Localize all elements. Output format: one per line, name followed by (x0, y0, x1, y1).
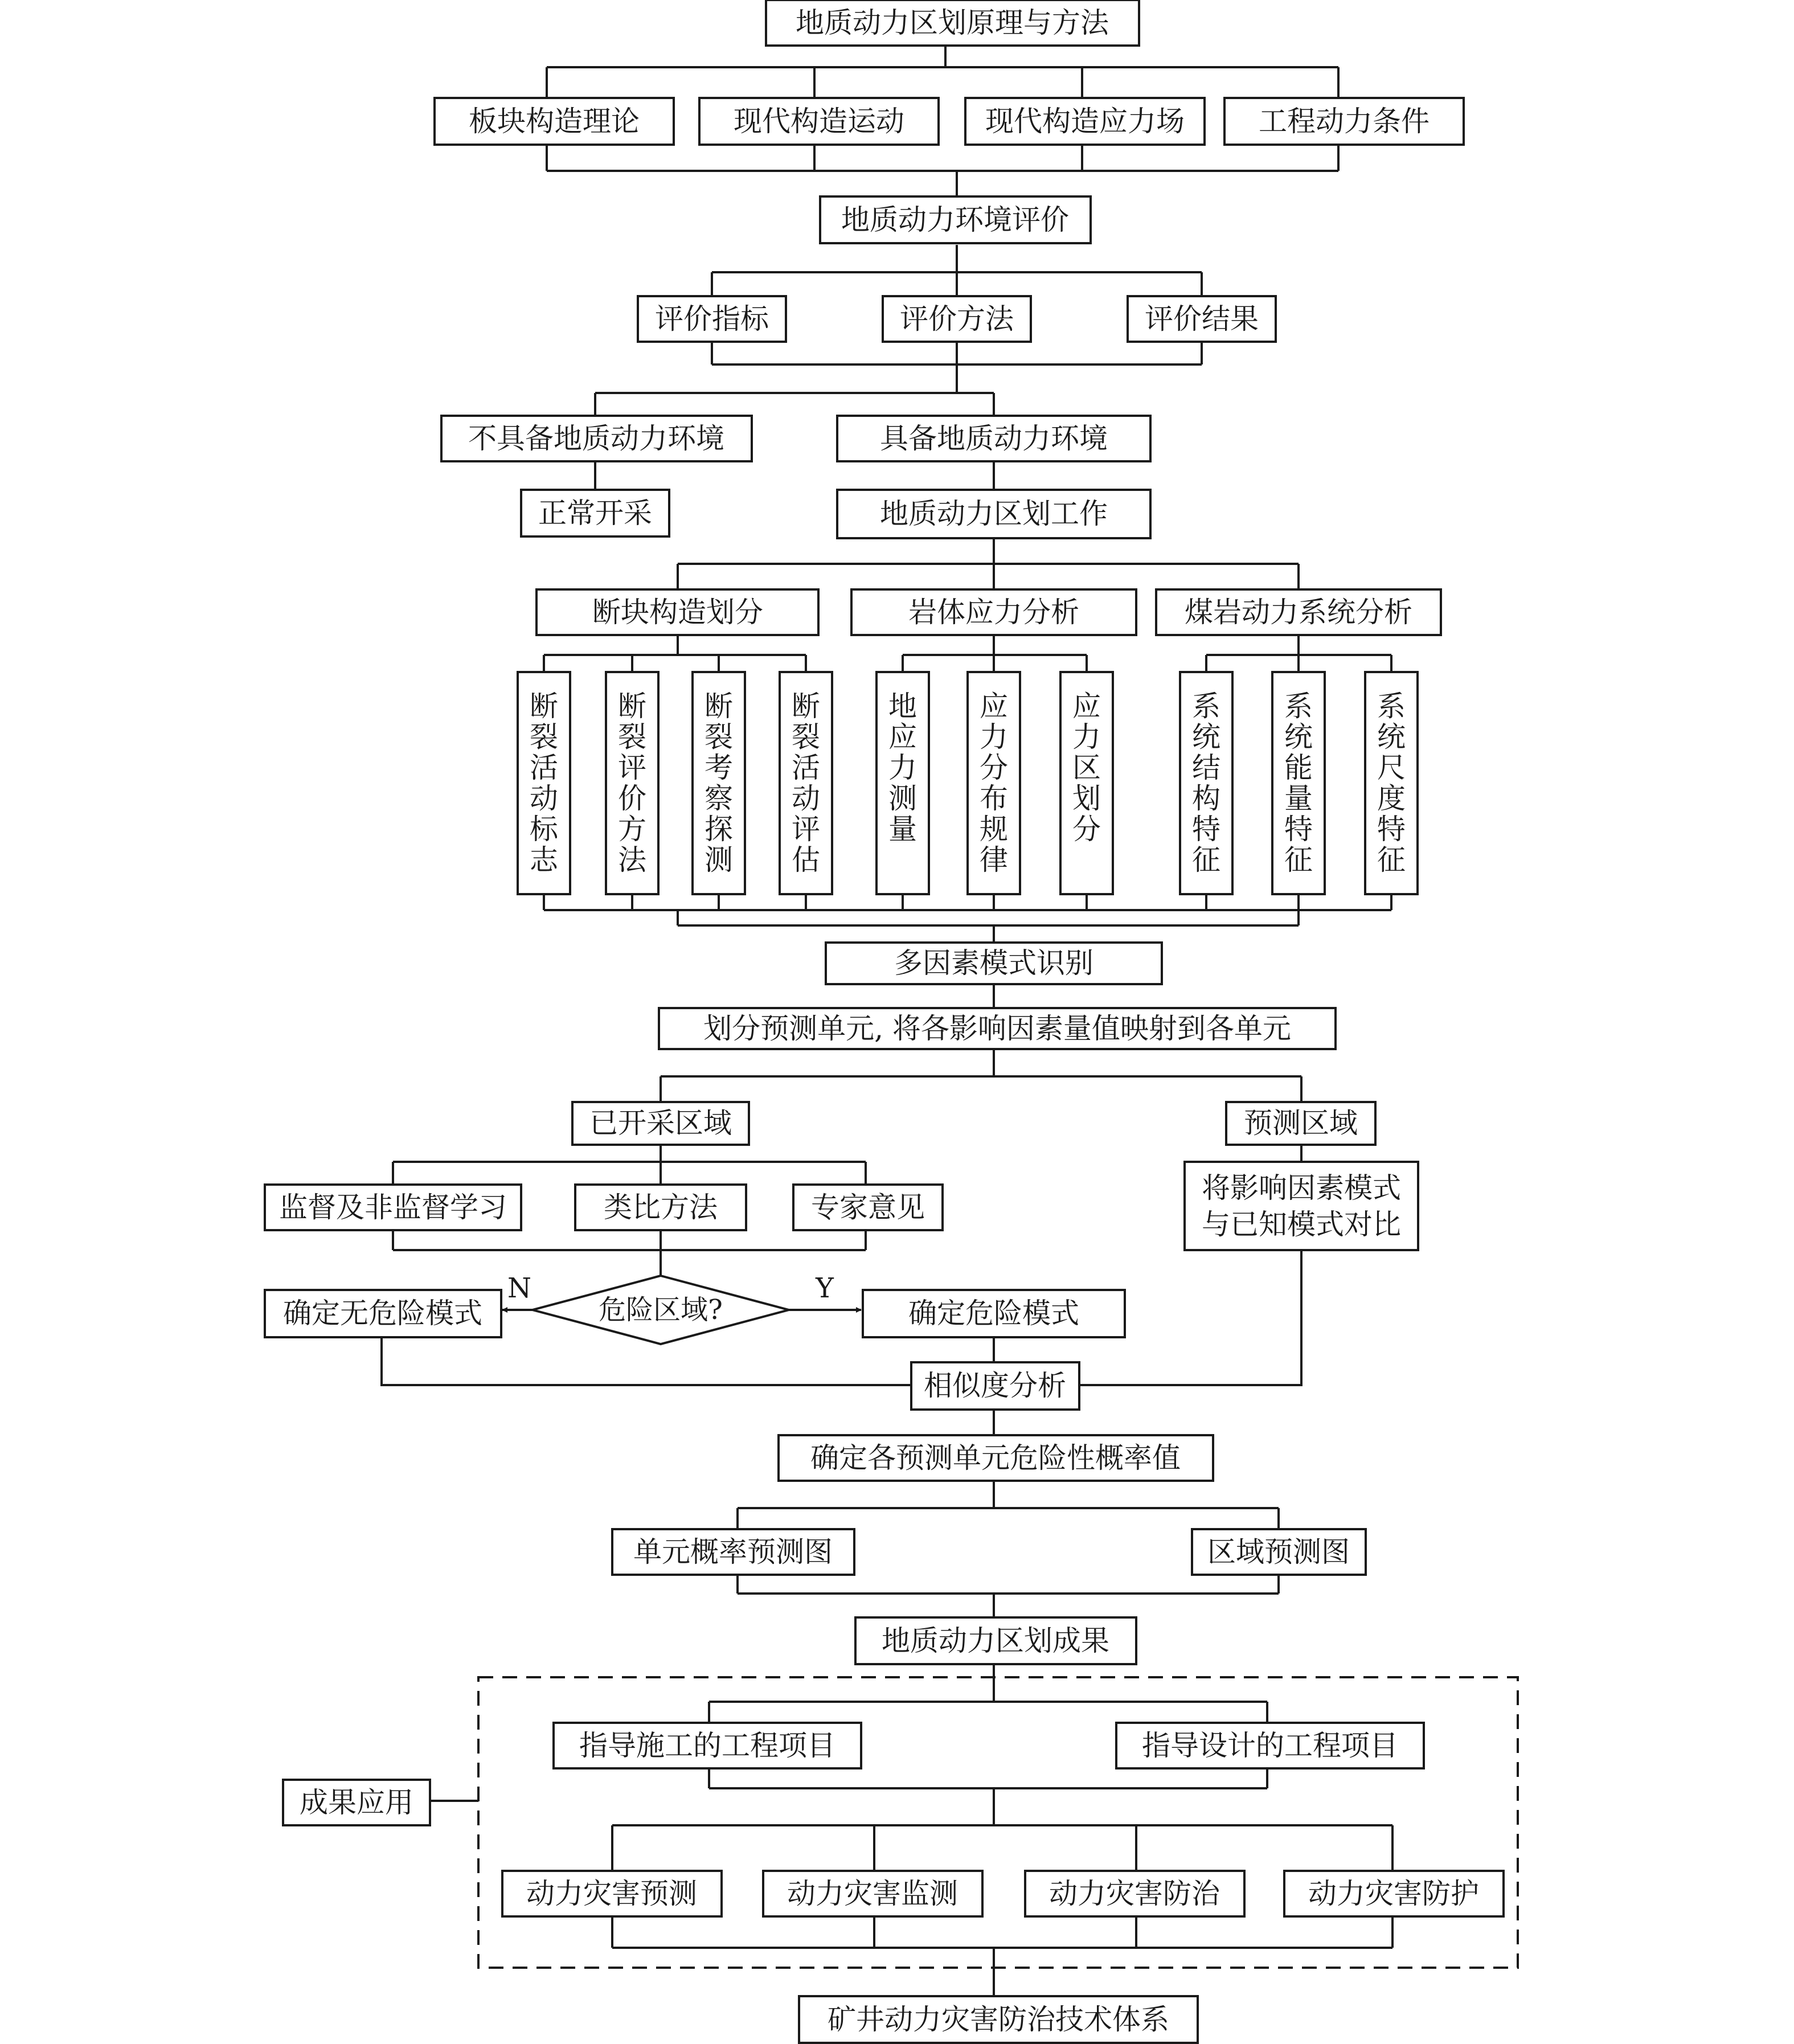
hazard-node (502, 1871, 722, 1916)
group-label: 岩体应力分析 (908, 596, 1079, 629)
sub-item-node (518, 672, 570, 894)
hazard-node (1025, 1871, 1244, 1916)
compare-node (1185, 1162, 1418, 1250)
env-eval-label: 地质动力环境评价 (841, 203, 1069, 236)
env-eval-node (820, 196, 1091, 243)
group-node (1156, 589, 1441, 635)
no-danger-label: 确定无危险模式 (283, 1297, 482, 1330)
has-env-node (837, 416, 1150, 461)
mined-area-node (572, 1102, 749, 1145)
divide-units-node (659, 1008, 1336, 1049)
eval-node (638, 296, 786, 342)
sub-item-node (876, 672, 929, 894)
system-node (799, 1996, 1198, 2043)
eval-label: 评价指标 (655, 302, 769, 335)
group-node (851, 589, 1136, 635)
zoning-work-label: 地质动力区划工作 (880, 497, 1108, 530)
theory-nodes (435, 98, 1464, 145)
decision-label: 危险区域? (599, 1294, 723, 1326)
eval-node (883, 296, 1031, 342)
probability-node (779, 1435, 1213, 1481)
multi-factor-node (826, 943, 1162, 984)
normal-mining-label: 正常开采 (538, 497, 652, 530)
hazard-label: 动力灾害预测 (526, 1877, 697, 1910)
sub-item-label: 断裂考察探测 (705, 690, 733, 876)
hazard-node (1284, 1871, 1504, 1916)
sub-item-node (968, 672, 1020, 894)
divide-units-label: 划分预测单元, 将各影响因素量值映射到各单元 (703, 1012, 1291, 1045)
mined-area-label: 已开采区域 (589, 1107, 732, 1140)
guide-node (554, 1723, 861, 1768)
normal-mining-node (521, 490, 669, 536)
theory-node (699, 98, 939, 145)
result-node (855, 1617, 1136, 1664)
yes-branch-label: Y (816, 1272, 834, 1304)
eval-label: 评价结果 (1145, 302, 1259, 335)
hazard-label: 动力灾害监测 (787, 1877, 958, 1910)
theory-label: 板块构造理论 (469, 105, 640, 138)
method-node (575, 1185, 746, 1230)
method-label: 类比方法 (604, 1191, 718, 1224)
sub-item-node (1272, 672, 1325, 894)
guide-label: 指导施工的工程项目 (579, 1729, 835, 1762)
no-env-node (441, 416, 752, 461)
unit-map-label: 单元概率预测图 (633, 1535, 833, 1568)
no-env-label: 不具备地质动力环境 (468, 422, 724, 455)
sub-item-label: 应力区划分 (1072, 690, 1101, 846)
sub-item-label: 系统能量特征 (1284, 690, 1313, 876)
danger-node (863, 1290, 1125, 1337)
decision-node (533, 1276, 789, 1344)
guide-nodes (554, 1723, 1424, 1768)
group-nodes (536, 589, 1441, 635)
sub-item-label: 断裂活动标志 (530, 690, 558, 876)
hazard-label: 动力灾害防护 (1308, 1877, 1479, 1910)
title-node (766, 0, 1139, 46)
danger-label: 确定危险模式 (908, 1297, 1079, 1330)
method-nodes (265, 1185, 943, 1230)
hazard-label: 动力灾害防治 (1049, 1877, 1220, 1910)
group-label: 煤岩动力系统分析 (1185, 596, 1412, 629)
zoning-work-node (837, 490, 1150, 538)
group-label: 断块构造划分 (592, 596, 763, 629)
no-branch-label: N (507, 1272, 531, 1304)
theory-node (1224, 98, 1464, 145)
probability-label: 确定各预测单元危险性概率值 (810, 1441, 1181, 1474)
unit-map-node (612, 1529, 854, 1575)
sub-item-label: 地应力测量 (888, 690, 917, 846)
sub-item-label: 断裂活动评估 (792, 690, 820, 876)
region-map-node (1192, 1529, 1366, 1575)
guide-label: 指导设计的工程项目 (1142, 1729, 1398, 1762)
sub-item-node (1180, 672, 1232, 894)
sub-item-label: 系统尺度特征 (1377, 690, 1406, 876)
application-node (283, 1780, 430, 1825)
theory-label: 现代构造运动 (734, 105, 904, 138)
sub-item-label: 应力分布规律 (980, 690, 1008, 876)
method-node (265, 1185, 521, 1230)
method-label: 监督及非监督学习 (279, 1191, 507, 1224)
compare-line-2: 与已知模式对比 (1202, 1208, 1401, 1241)
guide-node (1116, 1723, 1424, 1768)
similarity-node (911, 1362, 1079, 1410)
predict-area-label: 预测区域 (1244, 1107, 1358, 1140)
predict-area-node (1226, 1102, 1375, 1145)
hazard-node (763, 1871, 982, 1916)
sub-item-label: 系统结构特征 (1192, 690, 1220, 876)
sub-item-nodes (518, 672, 1418, 894)
sub-item-node (1060, 672, 1113, 894)
theory-label: 工程动力条件 (1259, 105, 1430, 138)
application-label: 成果应用 (300, 1786, 413, 1819)
theory-node (435, 98, 674, 145)
has-env-label: 具备地质动力环境 (880, 422, 1108, 455)
system-label: 矿井动力灾害防治技术体系 (828, 2003, 1169, 2036)
sub-item-node (780, 672, 832, 894)
application-frame (478, 1677, 1518, 1968)
sub-item-node (693, 672, 745, 894)
method-node (793, 1185, 943, 1230)
group-node (536, 589, 818, 635)
similarity-label: 相似度分析 (924, 1369, 1066, 1402)
theory-node (965, 98, 1205, 145)
theory-label: 现代构造应力场 (985, 105, 1185, 138)
hazard-nodes (502, 1871, 1504, 1916)
sub-item-node (606, 672, 658, 894)
eval-nodes (638, 296, 1276, 342)
sub-item-node (1365, 672, 1418, 894)
region-map-label: 区域预测图 (1207, 1535, 1350, 1568)
eval-label: 评价方法 (900, 302, 1014, 335)
method-label: 专家意见 (811, 1191, 925, 1224)
multi-factor-label: 多因素模式识别 (894, 947, 1093, 980)
eval-node (1128, 296, 1276, 342)
compare-line-1: 将影响因素模式 (1202, 1171, 1401, 1205)
title-label: 地质动力区划原理与方法 (796, 6, 1109, 39)
sub-item-label: 断裂评价方法 (618, 690, 646, 876)
no-danger-node (265, 1290, 501, 1337)
result-label: 地质动力区划成果 (882, 1624, 1109, 1657)
